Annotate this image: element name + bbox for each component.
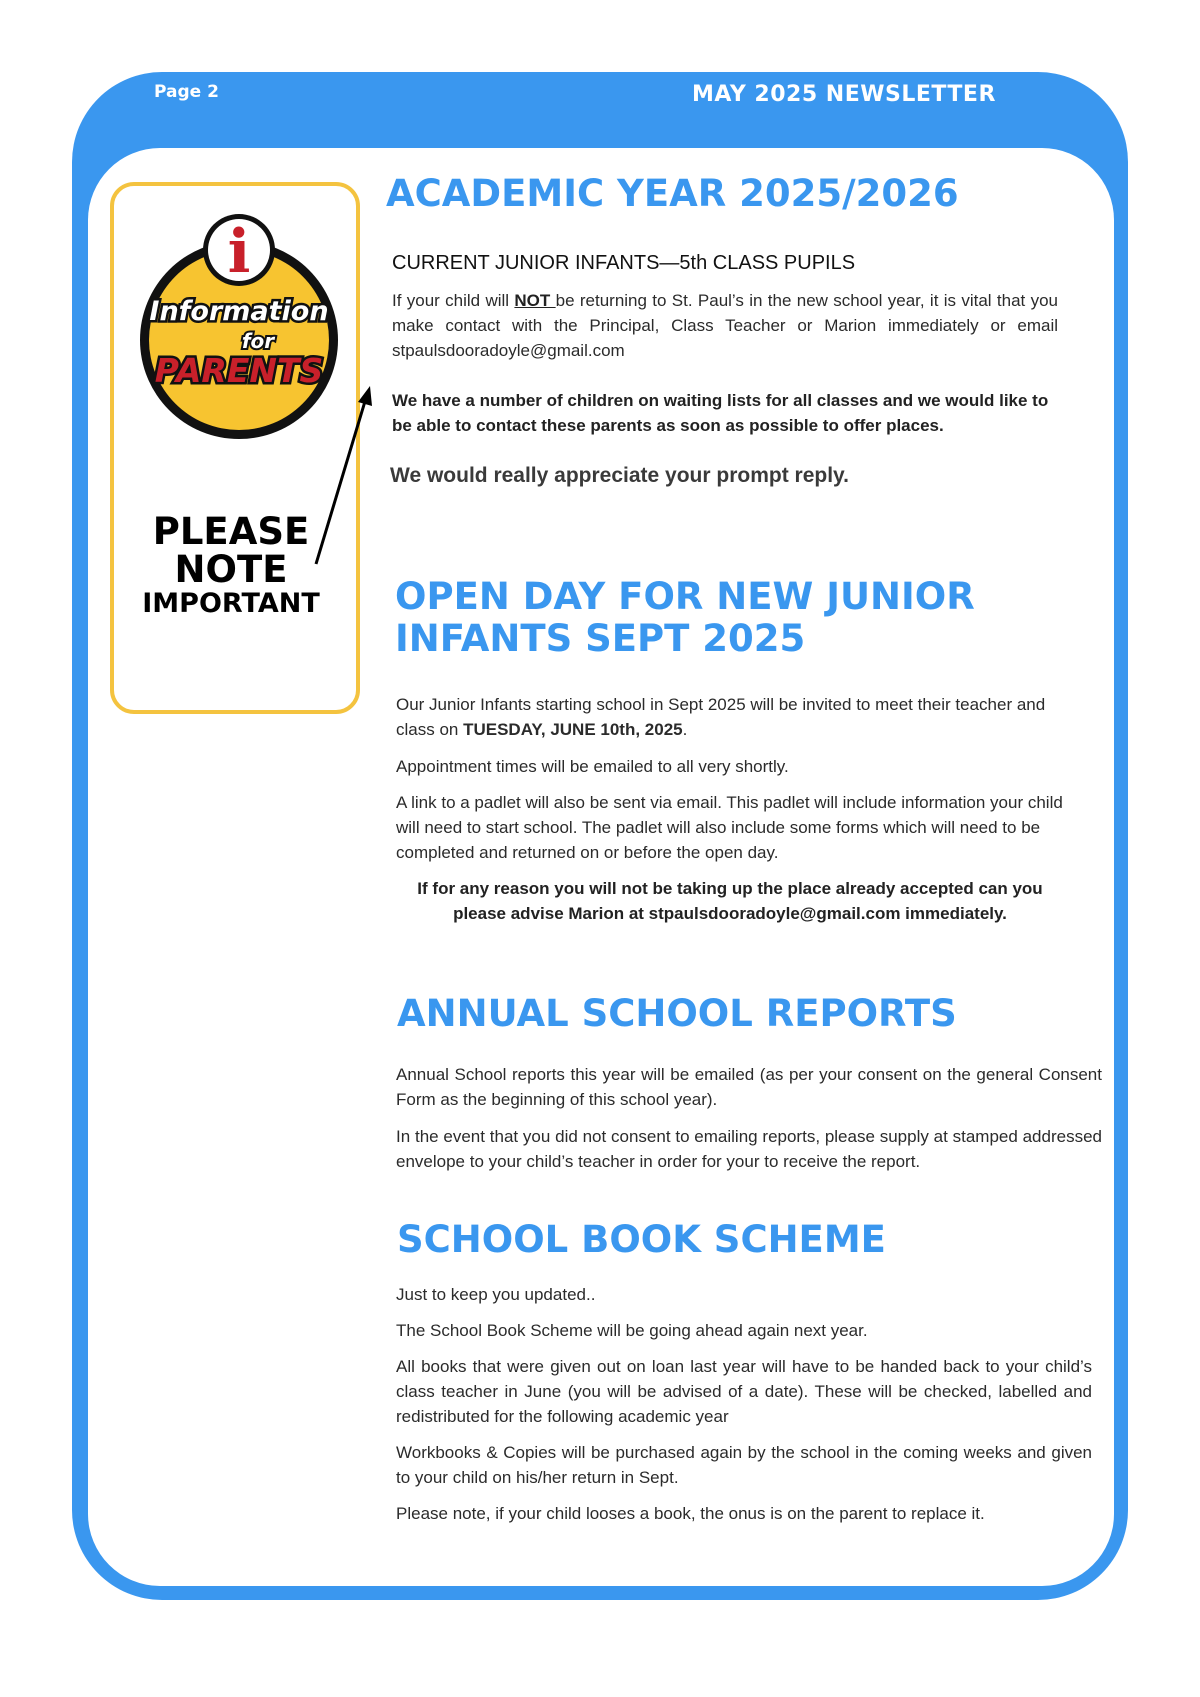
- open-day-p1-end: .: [682, 720, 688, 739]
- pointer-arrow: [300, 384, 380, 574]
- books-paragraph-4: Workbooks & Copies will be purchased again by the school in the coming weeks and given to your child on his/her return in Sept.: [396, 1443, 1092, 1487]
- books-paragraph-2: The School Book Scheme will be going ahead again next year.: [396, 1321, 868, 1340]
- open-day-heading-line-2: INFANTS SEPT 2025: [395, 617, 806, 660]
- academic-p1-start: If your child will: [392, 291, 515, 310]
- book-scheme-heading: SCHOOL BOOK SCHEME: [397, 1218, 886, 1261]
- reports-paragraph-1: Annual School reports this year will be emailed (as per your consent on the general Consent Form as the beginning of this school year).: [396, 1065, 1102, 1109]
- reports-paragraph-2: In the event that you did not consent to emailing reports, please supply at stamped addressed envelope to your child’s teacher in order for your to receive the report.: [396, 1127, 1102, 1171]
- important-label: IMPORTANT: [142, 588, 320, 619]
- open-day-heading: [395, 576, 1015, 660]
- logo-word-parents: PARENTS: [154, 351, 324, 390]
- prompt-reply-text: We would really appreciate your prompt reply.: [390, 464, 850, 487]
- books-paragraph-5: Please note, if your child looses a book, the onus is on the parent to replace it.: [396, 1504, 985, 1523]
- books-paragraph-1: Just to keep you updated..: [396, 1285, 596, 1304]
- arrow-head-icon: [358, 386, 372, 406]
- open-day-paragraph-2: Appointment times will be emailed to all very shortly.: [396, 757, 789, 776]
- academic-p1-not: NOT: [514, 291, 556, 310]
- please-label: PLEASE: [152, 510, 310, 553]
- logo-word-information: Information: [149, 296, 329, 327]
- academic-year-heading: ACADEMIC YEAR 2025/2026: [386, 172, 959, 215]
- academic-subheading: CURRENT JUNIOR INFANTS—5th CLASS PUPILS: [392, 252, 856, 274]
- page-number: Page 2: [154, 82, 219, 102]
- open-day-paragraph-3: A link to a padlet will also be sent via email. This padlet will include information your child will need to start school. The padlet will also include some forms which will need to be completed and returned on or before the open day.: [396, 793, 1063, 862]
- waiting-list-paragraph: We have a number of children on waiting lists for all classes and we would like to be able to contact these parents as soon as possible to offer places.: [392, 391, 1049, 435]
- info-icon: i: [227, 217, 251, 287]
- open-day-date: TUESDAY, JUNE 10th, 2025: [463, 720, 683, 739]
- annual-reports-heading: ANNUAL SCHOOL REPORTS: [397, 992, 957, 1035]
- open-day-paragraph-4: If for any reason you will not be taking up the place already accepted can you please advise Marion at stpaulsdooradoyle@gmail.com immediately.: [417, 879, 1043, 923]
- open-day-p1-start: Our Junior Infants starting school in Sept 2025 will be invited to meet their teacher and class on: [396, 695, 1046, 739]
- open-day-paragraph-1: [396, 692, 1086, 742]
- logo-word-for: for: [241, 329, 275, 353]
- academic-p1-end: be returning to St. Paul’s in the new school year, it is vital that you make contact with the Principal, Class Teacher or Marion immediately or email stpaulsdooradoyle@gmail.com: [392, 291, 1059, 360]
- open-day-heading-line-1: OPEN DAY FOR NEW JUNIOR: [395, 575, 975, 618]
- books-paragraph-3: All books that were given out on loan last year will have to be handed back to your child’s class teacher in June (you will be advised of a date). These will be checked, labelled and redistributed for the following academic year: [396, 1357, 1092, 1426]
- note-label: NOTE: [174, 548, 288, 591]
- newsletter-title: MAY 2025 NEWSLETTER: [692, 82, 996, 107]
- academic-paragraph-1: [392, 288, 1058, 363]
- arrow-shaft: [316, 398, 366, 564]
